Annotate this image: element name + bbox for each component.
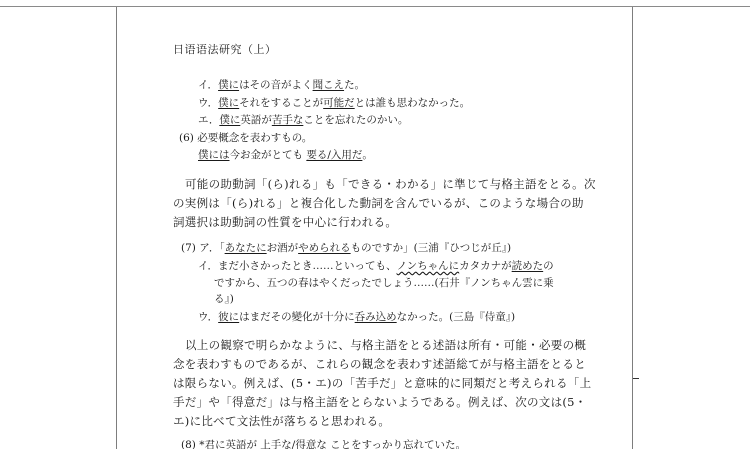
predicate: 苦手な bbox=[271, 114, 304, 126]
dative-subject: 僕には bbox=[198, 149, 230, 161]
item-marker: エ． bbox=[198, 114, 220, 126]
dative-subject: 彼に bbox=[218, 311, 240, 323]
item-marker: (7) ア．「 bbox=[181, 242, 225, 254]
predicate: 読めた bbox=[511, 260, 544, 272]
sentence-text: の bbox=[543, 260, 554, 272]
sentence-text: とは誰も思わなかった。 bbox=[354, 97, 471, 109]
item-marker: (8) bbox=[181, 439, 200, 449]
sentence-text: お酒が bbox=[266, 242, 299, 254]
example-7-u bbox=[198, 310, 515, 324]
sentence-text: 英語が bbox=[240, 114, 272, 126]
predicate: 聞こえ bbox=[312, 79, 345, 91]
paragraph-1-line-2: の実例は「(ら)れる」と複合化した動詞を含んでいるが、このような場合の助 bbox=[173, 196, 584, 210]
sentence-text: それをすることが bbox=[239, 97, 324, 109]
margin-mark bbox=[633, 378, 639, 379]
paragraph-1-line-1: 可能の助動詞「(ら)れる」も「できる・わかる」に準じて与格主語をとる。次 bbox=[185, 177, 596, 191]
predicate: 要る/入用だ bbox=[306, 149, 363, 161]
sentence-text: 。 bbox=[362, 149, 373, 161]
item-marker: ウ． bbox=[198, 311, 219, 323]
sentence-text: た。 bbox=[344, 79, 366, 91]
sentence-text: はその音がよく bbox=[239, 79, 313, 91]
dative-subject: あなたに bbox=[224, 242, 267, 254]
paragraph-2-line-5: エ)に比べて文法性が落ちると思われる。 bbox=[173, 414, 391, 428]
item-marker: イ． bbox=[198, 79, 219, 91]
sentence-text: なかった。(三島『侍童』) bbox=[396, 311, 516, 323]
paragraph-1-line-3: 詞選択は助動詞の性質を中心に行われる。 bbox=[173, 215, 398, 229]
predicate: やめられる bbox=[298, 242, 351, 254]
example-7-i-line-2: ですから、五つの春はやくだったでしょう……(石井『ノンちゃん雲に乗 bbox=[214, 277, 554, 289]
example-6-sentence bbox=[198, 148, 373, 162]
dative-subject: 僕に bbox=[218, 79, 240, 91]
sentence-text: カタカナが bbox=[459, 260, 512, 272]
dative-subject: 僕に bbox=[218, 97, 240, 109]
dative-subject: *君に bbox=[199, 439, 226, 449]
example-6-e bbox=[198, 113, 408, 127]
paragraph-2-line-3: は限らない。例えば、(5・エ)の「苦手だ」と意味的に同類だと考えられる「上 bbox=[173, 376, 592, 390]
sentence-text: ものですか」(三浦『ひつじが丘』) bbox=[350, 242, 512, 254]
example-6-i bbox=[198, 78, 365, 92]
example-7-i-line-3: る』) bbox=[214, 293, 234, 305]
dative-subject: 僕に bbox=[219, 114, 241, 126]
sentence-text: イ．まだ小さかったとき……といっても、 bbox=[198, 260, 397, 272]
sentence-text: 英語が 上手な/得意な ことをすっかり忘れていた。 bbox=[225, 439, 467, 449]
paragraph-2-line-1: 以上の観察で明らかなように、与格主語をとる述語は所有・可能・必要の概 bbox=[185, 338, 587, 352]
sentence-text: ことを忘れたのかい。 bbox=[303, 114, 409, 126]
example-7-a bbox=[181, 241, 511, 255]
paragraph-2-line-4: 手だ」や「得意だ」は与格主語をとらないようである。例えば、次の文は(5・ bbox=[173, 395, 587, 409]
sentence-text: 今お金がとても bbox=[229, 149, 307, 161]
item-marker: ウ． bbox=[198, 97, 219, 109]
predicate: 可能だ bbox=[323, 97, 355, 109]
page-title: 日语语法研究（上） bbox=[173, 43, 277, 56]
dative-subject: ノンちゃんに bbox=[396, 260, 460, 272]
example-6-heading: (6) 必要概念を表わすもの。 bbox=[179, 132, 313, 144]
paragraph-2-line-2: 念を表わすものであるが、これらの観念を表わす述語総てが与格主語をとると bbox=[173, 357, 586, 371]
sentence-text: はまだその變化が十分に bbox=[239, 311, 355, 323]
predicate: 呑み込め bbox=[354, 311, 397, 323]
document-page bbox=[116, 7, 633, 449]
example-6-u bbox=[198, 96, 470, 110]
example-8 bbox=[181, 438, 466, 449]
example-7-i-line-1 bbox=[198, 259, 554, 273]
